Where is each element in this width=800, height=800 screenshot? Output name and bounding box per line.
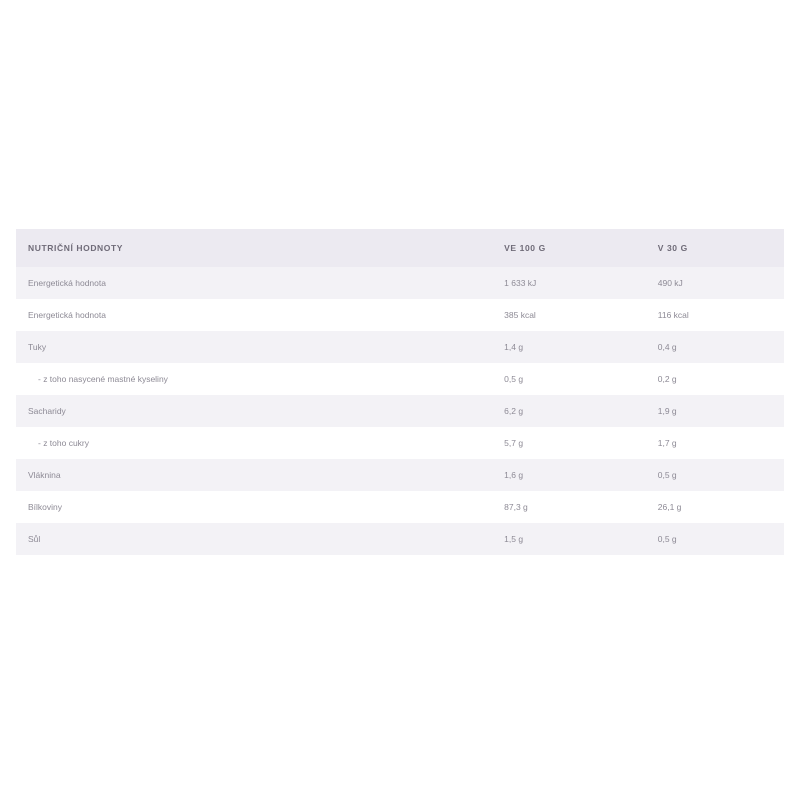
row-value-30g: 0,5 g (646, 459, 784, 491)
row-value-30g: 0,5 g (646, 523, 784, 555)
table-row (16, 523, 784, 555)
row-label: - z toho cukry (16, 427, 492, 459)
table-header-row (16, 229, 784, 267)
row-value-100g: 385 kcal (492, 299, 646, 331)
table-row (16, 395, 784, 427)
row-value-30g: 0,2 g (646, 363, 784, 395)
row-value-100g: 87,3 g (492, 491, 646, 523)
row-value-30g: 490 kJ (646, 267, 784, 299)
row-label: Energetická hodnota (16, 299, 492, 331)
row-label: - z toho nasycené mastné kyseliny (16, 363, 492, 395)
nutrition-table (16, 229, 784, 555)
table-row (16, 331, 784, 363)
row-label: Sůl (16, 523, 492, 555)
row-value-30g: 0,4 g (646, 331, 784, 363)
row-value-30g: 26,1 g (646, 491, 784, 523)
row-label: Energetická hodnota (16, 267, 492, 299)
row-value-100g: 6,2 g (492, 395, 646, 427)
table-row (16, 267, 784, 299)
row-label: Vláknina (16, 459, 492, 491)
table-body (16, 267, 784, 555)
row-value-100g: 5,7 g (492, 427, 646, 459)
table-row (16, 491, 784, 523)
row-value-30g: 1,7 g (646, 427, 784, 459)
table-row (16, 459, 784, 491)
row-value-100g: 1,5 g (492, 523, 646, 555)
row-label: Sacharidy (16, 395, 492, 427)
table-header (16, 229, 784, 267)
row-value-100g: 1,6 g (492, 459, 646, 491)
row-label: Bílkoviny (16, 491, 492, 523)
table-row (16, 363, 784, 395)
column-header-per-30g: V 30 G (646, 229, 784, 267)
table-row (16, 299, 784, 331)
column-header-per-100g: VE 100 G (492, 229, 646, 267)
row-value-30g: 1,9 g (646, 395, 784, 427)
row-value-30g: 116 kcal (646, 299, 784, 331)
table-row (16, 427, 784, 459)
row-label: Tuky (16, 331, 492, 363)
row-value-100g: 1 633 kJ (492, 267, 646, 299)
column-header-name: NUTRIČNÍ HODNOTY (16, 229, 492, 267)
nutrition-table-container (16, 229, 784, 555)
row-value-100g: 1,4 g (492, 331, 646, 363)
row-value-100g: 0,5 g (492, 363, 646, 395)
